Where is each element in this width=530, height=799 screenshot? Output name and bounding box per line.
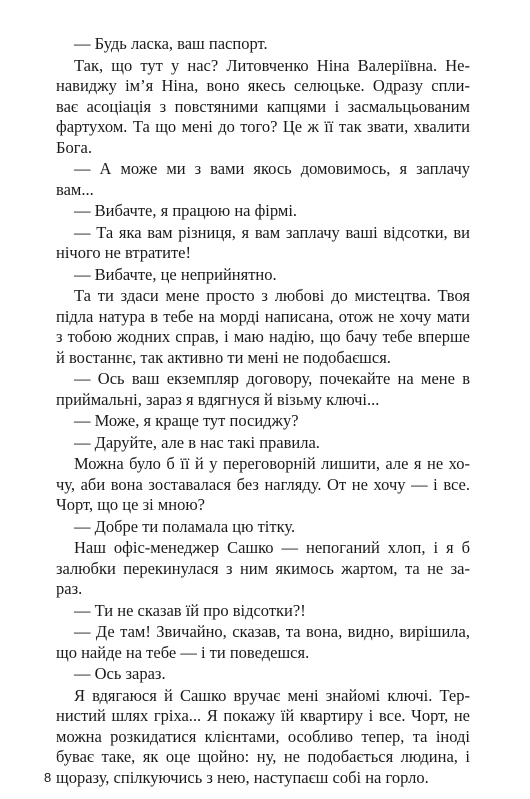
text-line: підла натура в тебе на морді написана, отож не хочу мати xyxy=(56,306,470,326)
paragraph xyxy=(56,265,470,286)
paragraph xyxy=(56,223,470,264)
text-line: — Добре ти поламала цю тітку. xyxy=(74,516,296,536)
text-line: Та ти здаси мене просто з любові до мистецтва. Твоя xyxy=(74,286,470,305)
text-line: — А може ми з вами якось домовимось, я заплачу xyxy=(74,159,470,178)
paragraph xyxy=(56,433,470,454)
text-line: — Вибачте, я працюю на фірмі. xyxy=(74,201,298,220)
text-line: — Та яка вам різниця, я вам заплачу ваші відсотки, ви xyxy=(74,222,470,242)
text-line: й востаннє, так активно ти мені не подобаєшся. xyxy=(56,347,391,367)
paragraph xyxy=(56,601,470,622)
text-line: залюбки перекинулася з ним якимось жартом, та не за- xyxy=(56,558,470,578)
paragraph xyxy=(56,622,470,663)
paragraph xyxy=(56,286,470,368)
text-line: ває асоціація з повстяними капцями і засмальцьованим xyxy=(56,96,470,116)
text-line: з тобою жодних справ, і маю надію, що бачу тебе вперше xyxy=(56,327,470,346)
text-line: нічого не втратите! xyxy=(56,243,191,262)
text-line: чу, аби вона зоставалася без нагляду. От не хочу — і все. xyxy=(56,474,470,494)
paragraph xyxy=(56,201,470,222)
text-line: — Ось зараз. xyxy=(74,664,166,683)
text-line: Чорт, що це зі мною? xyxy=(56,495,205,514)
paragraph xyxy=(56,664,470,685)
paragraph xyxy=(56,34,470,55)
paragraph xyxy=(56,517,470,538)
paragraph xyxy=(56,411,470,432)
text-line: — Може, я краще тут посиджу? xyxy=(74,411,299,430)
text-line: раз. xyxy=(56,579,83,598)
text-line: щоразу, спілкуючись з нею, наступаєш собі на горло. xyxy=(56,767,429,787)
text-line: буває таке, як оце щойно: ну, не подобається людина, і xyxy=(56,747,470,766)
text-line: навиджу ім’я Ніна, воно якесь селюцьке. Одразу спли- xyxy=(56,76,470,95)
paragraph xyxy=(56,369,470,410)
text-line: що найде на тебе — і ти поведешся. xyxy=(56,642,310,662)
paragraph xyxy=(56,538,470,600)
text-line: Наш офіс-менеджер Сашко — непоганий хлоп, і я б xyxy=(74,538,470,557)
text-line: Я вдягаюся й Сашко вручає мені знайомі ключі. Тер- xyxy=(74,685,470,705)
paragraph xyxy=(56,454,470,516)
paragraph xyxy=(56,686,470,789)
text-line: — Де там! Звичайно, сказав, та вона, видно, вирішила, xyxy=(74,622,470,641)
text-line: можна розкидатися клієнтами, особливо тепер, та іноді xyxy=(56,726,470,746)
text-line: Можна було б її й у переговорній лишити, але я не хо- xyxy=(74,454,470,473)
text-line: нистий шлях гріха... Я покажу їй квартиру і все. Чорт, не xyxy=(56,706,470,725)
paragraph xyxy=(56,56,470,159)
text-line: — Ось ваш екземпляр договору, почекайте на мене в xyxy=(74,369,470,388)
text-line: фартухом. Та що мені до того? Це ж її так звати, хвалити xyxy=(56,117,470,136)
text-line: — Будь ласка, ваш паспорт. xyxy=(74,34,268,53)
text-line: приймальні, зараз я вдягнуся й візьму ключі... xyxy=(56,389,380,409)
page-number: 8 xyxy=(44,770,52,785)
text-line: — Вибачте, це неприйнятно. xyxy=(74,264,277,284)
text-line: — Ти не сказав їй про відсотки?! xyxy=(74,600,306,620)
text-line: вам... xyxy=(56,179,94,199)
text-line: — Даруйте, але в нас такі правила. xyxy=(74,432,320,452)
text-line: Бога. xyxy=(56,137,92,157)
paragraph xyxy=(56,159,470,200)
text-line: Так, що тут у нас? Литовченко Ніна Валеріївна. Не- xyxy=(74,55,470,75)
body-text xyxy=(56,34,470,789)
